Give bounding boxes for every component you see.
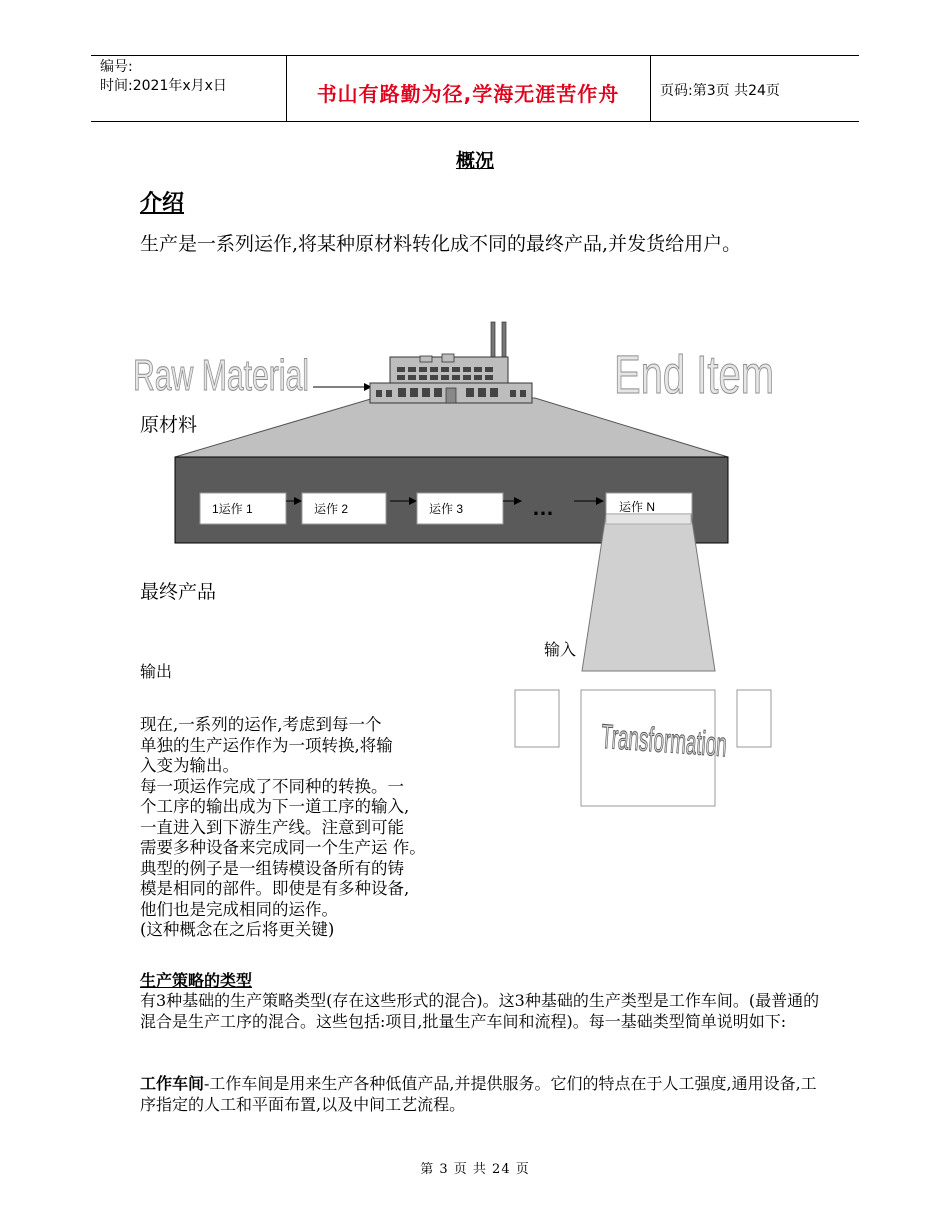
paragraph-line: (这种概念在之后将更关键) bbox=[140, 920, 335, 939]
end-product-cn: 最终产品 bbox=[140, 581, 217, 603]
page-title: 概况 bbox=[455, 150, 494, 172]
transformation-paragraph bbox=[140, 715, 470, 941]
job-shop-paragraph bbox=[140, 1073, 820, 1115]
operation-box-1 bbox=[200, 493, 286, 524]
end-item-label: End Item bbox=[614, 345, 774, 405]
operation-n-zoom bbox=[582, 514, 715, 671]
input-box bbox=[515, 690, 559, 747]
job-shop-text: -工作车间是用来生产各种低值产品,并提供服务。它们的特点在于人工强度,通用设备,工序指定的人工和平面布置,以及中间工艺流程。 bbox=[140, 1074, 817, 1114]
input-cn: 输入 bbox=[544, 640, 577, 659]
operation-label: 运作 N bbox=[619, 500, 656, 514]
raw-material-label: Raw Material bbox=[133, 351, 309, 400]
paragraph-line: 一直进入到下游生产线。注意到可能 bbox=[140, 817, 404, 837]
header-motto: 书山有路勤为径,学海无涯苦作舟 bbox=[316, 82, 620, 106]
paragraph-line: 每一项运作完成了不同种的转换。一 bbox=[140, 776, 404, 796]
operation-label: 1运作 1 bbox=[212, 502, 253, 516]
intro-heading: 介绍 bbox=[140, 190, 185, 216]
operation-label: 运作 3 bbox=[429, 502, 464, 516]
operation-box-2 bbox=[302, 493, 386, 524]
header-page-info: 页码:第3页 共24页 bbox=[660, 83, 780, 99]
strategy-text: 有3种基础的生产策略类型(存在这些形式的混合)。这3种基础的生产类型是工作车间。(最普通的混合是生产工序的混合。这些包括:项目,批量生产车间和流程)。每一基础类型简单说明如下: bbox=[140, 991, 820, 1031]
paragraph-line: 需要多种设备来完成同一个生产运 作。 bbox=[140, 838, 426, 857]
ellipsis: … bbox=[532, 495, 554, 520]
paragraph-line: 他们也是完成相同的运作。 bbox=[140, 899, 338, 919]
paragraph-line: 单独的生产运作作为一项转换,将输 bbox=[140, 735, 393, 755]
paragraph-line: 个工序的输出成为下一道工序的输入, bbox=[140, 797, 410, 816]
factory-projection bbox=[175, 398, 728, 457]
header-time: 时间:2021年x月x日 bbox=[100, 78, 227, 94]
paragraph-line: 典型的例子是一组铸模设备所有的铸 bbox=[140, 858, 404, 878]
raw-material-cn: 原材料 bbox=[140, 414, 198, 436]
factory-icon bbox=[370, 322, 532, 403]
paragraph-line: 现在,一系列的运作,考虑到每一个 bbox=[140, 715, 382, 734]
transformation-label: Transformation bbox=[599, 717, 830, 772]
intro-text: 生产是一系列运作,将某种原材料转化成不同的最终产品,并发货给用户。 bbox=[140, 233, 742, 255]
output-cn: 输出 bbox=[140, 662, 173, 681]
paragraph-line: 入变为输出。 bbox=[140, 756, 239, 775]
paragraph-line: 模是相同的部件。即使是有多种设备, bbox=[140, 879, 410, 898]
header-number: 编号: bbox=[100, 59, 133, 75]
strategy-heading: 生产策略的类型 bbox=[140, 971, 253, 990]
operation-label: 运作 2 bbox=[314, 502, 349, 516]
page-footer: 第 3 页 共 24 页 bbox=[420, 1162, 530, 1177]
job-shop-term: 工作车间 bbox=[140, 1074, 205, 1093]
output-box bbox=[737, 690, 771, 747]
operation-box-3 bbox=[417, 493, 503, 524]
